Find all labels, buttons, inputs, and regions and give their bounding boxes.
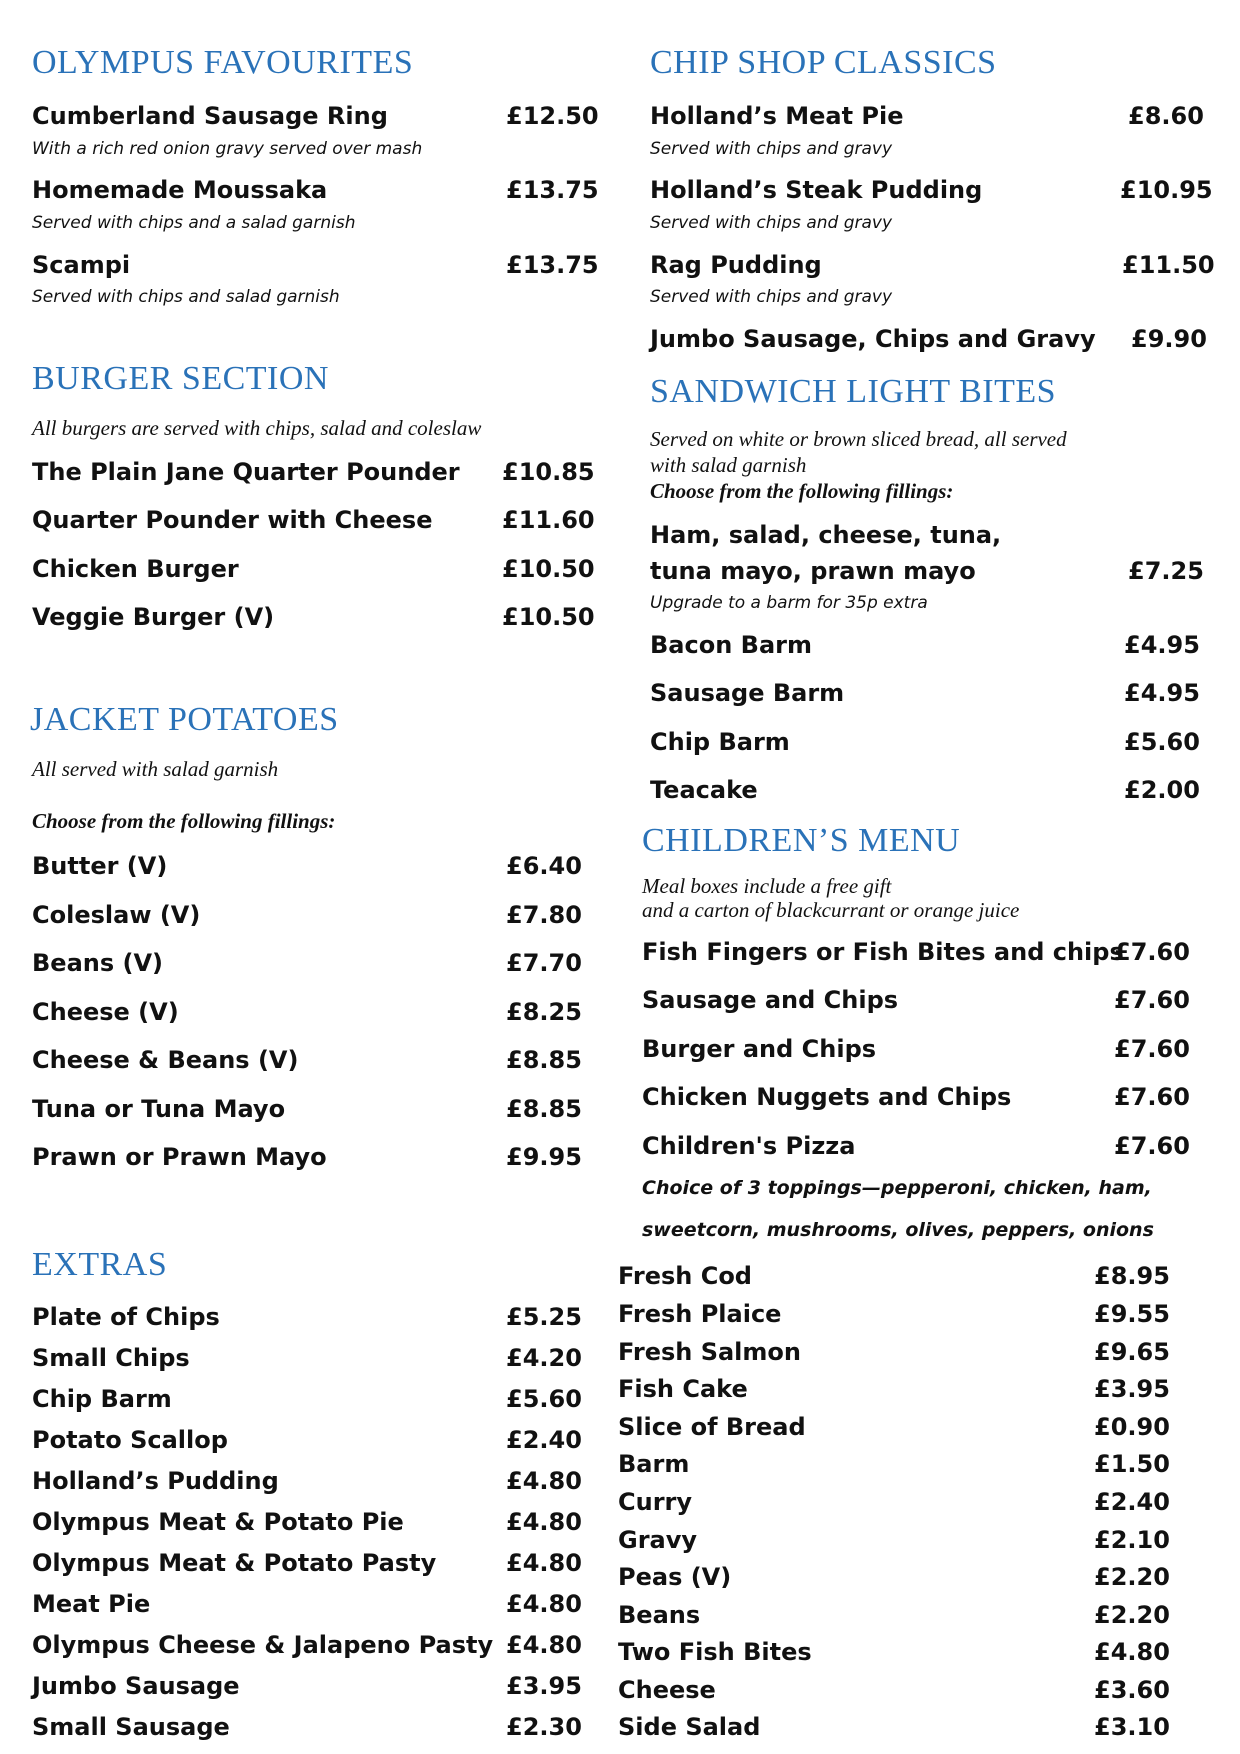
menu-item-name: Side Salad (618, 1713, 761, 1741)
menu-item-price: £5.60 (1124, 728, 1200, 756)
menu-item-price: £10.85 (502, 458, 595, 486)
menu-item-description: Served with chips and gravy (650, 139, 893, 159)
menu-item-price: £7.60 (1114, 1083, 1190, 1111)
menu-item-name: Holland’s Meat Pie (650, 102, 904, 130)
menu-item-price: £8.95 (1094, 1262, 1170, 1290)
menu-item-price: £3.10 (1094, 1713, 1170, 1741)
extras-heading: EXTRAS (32, 1246, 168, 1283)
menu-item-name: Small Chips (32, 1344, 190, 1372)
menu-item-name: Olympus Meat & Potato Pasty (32, 1549, 437, 1577)
menu-item-price: £4.80 (506, 1631, 582, 1659)
menu-item-price: £1.50 (1094, 1450, 1170, 1478)
menu-item-name: Fish Fingers or Fish Bites and chips (642, 938, 1124, 966)
menu-item-name: Chicken Nuggets and Chips (642, 1083, 1012, 1111)
menu-item-price: £7.60 (1114, 938, 1190, 966)
childrens-menu-note: Meal boxes include a free gift (642, 874, 892, 898)
menu-item-price: £10.50 (502, 603, 595, 631)
burger-section-note: All burgers are served with chips, salad and coleslaw (32, 416, 482, 440)
menu-item-name: The Plain Jane Quarter Pounder (32, 458, 460, 486)
menu-item-price: £9.55 (1094, 1300, 1170, 1328)
olympus-favourites-heading: OLYMPUS FAVOURITES (32, 44, 414, 81)
menu-item-price: £2.10 (1094, 1526, 1170, 1554)
menu-item-price: £2.40 (506, 1426, 582, 1454)
menu-item-description: Served with chips and a salad garnish (32, 213, 356, 233)
menu-item-name: Fresh Cod (618, 1262, 752, 1290)
menu-item-name: Teacake (650, 776, 758, 804)
menu-item-price: £9.95 (506, 1143, 582, 1171)
menu-item-name: Rag Pudding (650, 251, 822, 279)
menu-item-price: £8.60 (1128, 102, 1204, 130)
menu-item-name: Burger and Chips (642, 1035, 877, 1063)
menu-item-name: Jumbo Sausage, Chips and Gravy (650, 325, 1096, 353)
menu-item-name: Fresh Salmon (618, 1338, 801, 1366)
menu-item-price: £4.95 (1124, 679, 1200, 707)
menu-item-name: Olympus Cheese & Jalapeno Pasty (32, 1631, 494, 1659)
menu-item-name: Sausage and Chips (642, 986, 899, 1014)
menu-item-name: Chip Barm (32, 1385, 172, 1413)
menu-item-price: £5.60 (506, 1385, 582, 1413)
menu-item-name: Peas (V) (618, 1563, 732, 1591)
menu-item-price: £7.60 (1114, 986, 1190, 1014)
menu-item-price: £3.95 (1094, 1375, 1170, 1403)
menu-item-name: Veggie Burger (V) (32, 603, 275, 631)
menu-item-name: Homemade Moussaka (32, 176, 328, 204)
sandwich-fillings: Ham, salad, cheese, tuna, (650, 521, 1002, 549)
menu-item-price: £10.95 (1120, 176, 1213, 204)
menu-item-price: £5.25 (506, 1303, 582, 1331)
menu-item-price: £6.40 (506, 852, 582, 880)
menu-item-name: Chicken Burger (32, 555, 239, 583)
menu-item-price: £4.80 (1094, 1638, 1170, 1666)
menu-item-price: £9.90 (1131, 325, 1207, 353)
menu-item-price: £4.95 (1124, 631, 1200, 659)
menu-item-description: With a rich red onion gravy served over mash (32, 139, 423, 159)
menu-item-name: Prawn or Prawn Mayo (32, 1143, 327, 1171)
menu-item-name: Cheese (V) (32, 998, 179, 1026)
menu-item-name: Sausage Barm (650, 679, 845, 707)
menu-item-price: £13.75 (506, 251, 599, 279)
menu-item-name: Cheese (618, 1676, 716, 1704)
menu-item-name: Beans (618, 1601, 701, 1629)
menu-item-name: Small Sausage (32, 1713, 230, 1741)
menu-item-description: Served with chips and salad garnish (32, 287, 340, 307)
menu-item-price: £7.80 (506, 901, 582, 929)
menu-item-price: £0.90 (1094, 1413, 1170, 1441)
sandwich-choose: Choose from the following fillings: (650, 479, 954, 503)
menu-item-name: Two Fish Bites (618, 1638, 812, 1666)
menu-item-name: Jumbo Sausage (32, 1672, 240, 1700)
jacket-potatoes-heading: JACKET POTATOES (30, 701, 339, 738)
menu-item-name: Holland’s Steak Pudding (650, 176, 983, 204)
menu-item-price: £11.60 (502, 506, 595, 534)
chip-shop-classics-heading: CHIP SHOP CLASSICS (650, 44, 997, 81)
menu-item-name: Curry (618, 1488, 693, 1516)
menu-item-price: £2.20 (1094, 1601, 1170, 1629)
menu-item-price: £8.85 (506, 1095, 582, 1123)
menu-item-description: Served with chips and gravy (650, 213, 893, 233)
menu-item-name: Children's Pizza (642, 1132, 856, 1160)
childrens-menu-note: and a carton of blackcurrant or orange juice (642, 898, 1020, 922)
menu-item-name: Slice of Bread (618, 1413, 806, 1441)
sandwich-note: Served on white or brown sliced bread, all served (650, 427, 1067, 451)
jacket-potatoes-choose: Choose from the following fillings: (32, 809, 336, 833)
sandwich-note: with salad garnish (650, 453, 807, 477)
sandwich-upgrade-note: Upgrade to a barm for 35p extra (650, 593, 928, 613)
menu-item-price: £12.50 (506, 102, 599, 130)
menu-item-description: Served with chips and gravy (650, 287, 893, 307)
menu-item-name: Gravy (618, 1526, 698, 1554)
menu-item-name: Tuna or Tuna Mayo (32, 1095, 286, 1123)
jacket-potatoes-note: All served with salad garnish (32, 757, 279, 781)
menu-item-price: £11.50 (1122, 251, 1215, 279)
menu-item-price: £4.80 (506, 1508, 582, 1536)
menu-item-price: £4.80 (506, 1467, 582, 1495)
menu-item-price: £2.30 (506, 1713, 582, 1741)
menu-item-price: £7.25 (1128, 557, 1204, 585)
menu-item-name: Beans (V) (32, 949, 164, 977)
menu-item-price: £9.65 (1094, 1338, 1170, 1366)
menu-item-name: Bacon Barm (650, 631, 812, 659)
menu-item-price: £13.75 (506, 176, 599, 204)
menu-item-price: £4.80 (506, 1590, 582, 1618)
menu-item-name: Plate of Chips (32, 1303, 220, 1331)
sandwich-light-bites-heading: SANDWICH LIGHT BITES (650, 373, 1057, 410)
menu-item-price: £7.60 (1114, 1132, 1190, 1160)
menu-item-price: £8.85 (506, 1046, 582, 1074)
menu-item-name: Potato Scallop (32, 1426, 228, 1454)
pizza-toppings-note: sweetcorn, mushrooms, olives, peppers, onions (642, 1219, 1154, 1241)
menu-item-name: Scampi (32, 251, 131, 279)
sandwich-fillings: tuna mayo, prawn mayo (650, 557, 976, 585)
menu-item-name: Barm (618, 1450, 690, 1478)
menu-item-price: £3.95 (506, 1672, 582, 1700)
menu-item-price: £2.40 (1094, 1488, 1170, 1516)
menu-item-price: £4.20 (506, 1344, 582, 1372)
menu-item-name: Meat Pie (32, 1590, 151, 1618)
menu-item-name: Butter (V) (32, 852, 168, 880)
menu-item-price: £10.50 (502, 555, 595, 583)
menu-item-name: Quarter Pounder with Cheese (32, 506, 433, 534)
menu-item-name: Cumberland Sausage Ring (32, 102, 388, 130)
menu-item-price: £7.70 (506, 949, 582, 977)
menu-item-name: Coleslaw (V) (32, 901, 201, 929)
menu-item-price: £2.20 (1094, 1563, 1170, 1591)
pizza-toppings-note: Choice of 3 toppings—pepperoni, chicken, ham, (642, 1177, 1152, 1199)
menu-item-name: Fish Cake (618, 1375, 748, 1403)
menu-item-name: Fresh Plaice (618, 1300, 782, 1328)
menu-item-price: £8.25 (506, 998, 582, 1026)
menu-item-price: £4.80 (506, 1549, 582, 1577)
menu-item-price: £2.00 (1124, 776, 1200, 804)
menu-item-price: £7.60 (1114, 1035, 1190, 1063)
burger-section-heading: BURGER SECTION (32, 360, 329, 397)
menu-item-name: Cheese & Beans (V) (32, 1046, 299, 1074)
menu-item-name: Holland’s Pudding (32, 1467, 279, 1495)
menu-item-name: Chip Barm (650, 728, 790, 756)
menu-item-name: Olympus Meat & Potato Pie (32, 1508, 404, 1536)
menu-item-price: £3.60 (1094, 1676, 1170, 1704)
childrens-menu-heading: CHILDREN’S MENU (642, 822, 961, 859)
